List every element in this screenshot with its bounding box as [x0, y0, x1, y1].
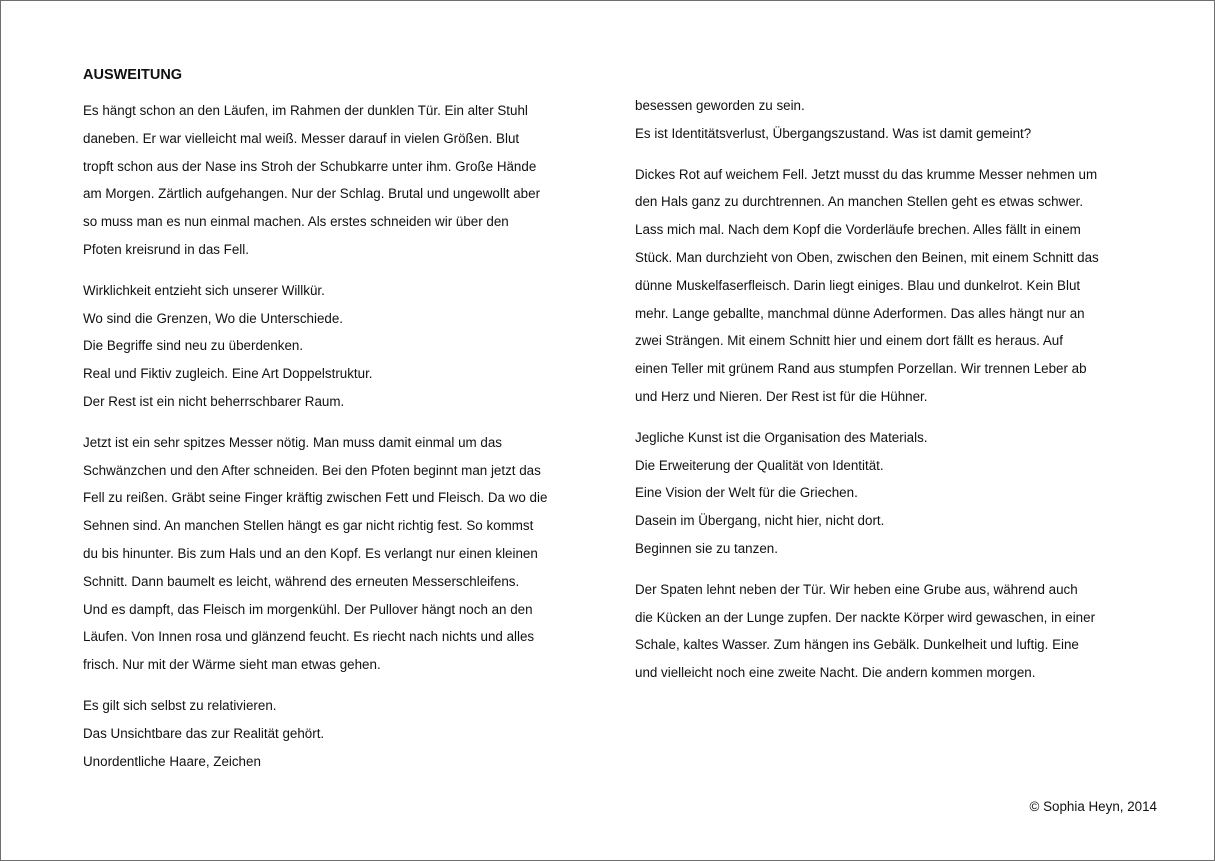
- text-line: mehr. Lange geballte, manchmal dünne Aderformen. Das alles hängt nur an: [635, 305, 1085, 321]
- text-line: Real und Fiktiv zugleich. Eine Art Doppelstruktur.: [83, 366, 373, 382]
- text-line: so muss man es nun einmal machen. Als erstes schneiden wir über den: [83, 214, 509, 230]
- text-line: du bis hinunter. Bis zum Hals und an den Kopf. Es verlangt nur einen kleinen: [83, 545, 538, 561]
- text-line: Das Unsichtbare das zur Realität gehört.: [83, 725, 325, 741]
- text-line: Schale, kaltes Wasser. Zum hängen ins Gebälk. Dunkelheit und luftig. Eine: [635, 637, 1079, 653]
- text-line: am Morgen. Zärtlich aufgehangen. Nur der Schlag. Brutal und ungewollt aber: [83, 186, 541, 202]
- copyright-footer: © Sophia Heyn, 2014: [1029, 799, 1157, 814]
- text-line: Der Rest ist ein nicht beherrschbarer Raum.: [83, 393, 345, 409]
- text-line: Schnitt. Dann baumelt es leicht, während des erneuten Messerschleifens.: [83, 573, 520, 589]
- text-line: Wo sind die Grenzen, Wo die Unterschiede.: [83, 310, 344, 326]
- text-line: einen Teller mit grünem Rand aus stumpfen Porzellan. Wir trennen Leber ab: [635, 361, 1087, 377]
- right-column-body: [635, 92, 1125, 687]
- text-line: Unordentliche Haare, Zeichen: [83, 753, 261, 769]
- text-line: Lass mich mal. Nach dem Kopf die Vorderläufe brechen. Alles fällt in einem: [635, 222, 1081, 238]
- text-line: frisch. Nur mit der Wärme sieht man etwas gehen.: [83, 657, 381, 673]
- text-line: Es hängt schon an den Läufen, im Rahmen der dunklen Tür. Ein alter Stuhl: [83, 103, 528, 118]
- text-line: Beginnen sie zu tanzen.: [635, 540, 778, 556]
- paragraph: [83, 692, 573, 775]
- text-line: und Herz und Nieren. Der Rest ist für die Hühner.: [635, 388, 928, 404]
- text-line: die Kücken an der Lunge zupfen. Der nackte Körper wird gewaschen, in einer: [635, 609, 1096, 625]
- text-line: Dickes Rot auf weichem Fell. Jetzt musst du das krumme Messer nehmen um: [635, 166, 1098, 182]
- text-line: Es ist Identitätsverlust, Übergangszustand. Was ist damit gemeint?: [635, 125, 1032, 141]
- text-line: besessen geworden zu sein.: [635, 98, 805, 113]
- paragraph: [635, 424, 1125, 563]
- text-line: den Hals ganz zu durchtrennen. An manchen Stellen geht es etwas schwer.: [635, 194, 1084, 210]
- text-line: Pfoten kreisrund in das Fell.: [83, 241, 249, 257]
- paragraph: [635, 92, 1125, 148]
- paragraph: [635, 576, 1125, 687]
- text-line: Jetzt ist ein sehr spitzes Messer nötig. Man muss damit einmal um das: [83, 434, 502, 450]
- text-line: Wirklichkeit entzieht sich unserer Willkür.: [83, 282, 325, 298]
- text-line: Fell zu reißen. Gräbt seine Finger kräftig zwischen Fett und Fleisch. Da wo die: [83, 490, 548, 506]
- text-line: Läufen. Von Innen rosa und glänzend feucht. Es riecht nach nichts und alles: [83, 629, 535, 645]
- text-line: Der Spaten lehnt neben der Tür. Wir heben eine Grube aus, während auch: [635, 581, 1078, 597]
- left-column: [83, 65, 573, 788]
- text-line: daneben. Er war vielleicht mal weiß. Messer darauf in vielen Größen. Blut: [83, 130, 520, 146]
- paragraph: [83, 277, 573, 416]
- text-line: Stück. Man durchzieht von Oben, zwischen den Beinen, mit einem Schnitt das: [635, 249, 1099, 265]
- text-line: Schwänzchen und den After schneiden. Bei den Pfoten beginnt man jetzt das: [83, 462, 541, 478]
- paragraph: [635, 161, 1125, 411]
- text-line: dünne Muskelfaserfleisch. Darin liegt einiges. Blau und dunkelrot. Kein Blut: [635, 277, 1081, 293]
- text-line: Die Erweiterung der Qualität von Identität.: [635, 457, 884, 473]
- text-line: Es gilt sich selbst zu relativieren.: [83, 697, 277, 713]
- text-line: Sehnen sind. An manchen Stellen hängt es gar nicht richtig fest. So kommst: [83, 518, 534, 534]
- left-column-body: [83, 97, 573, 775]
- text-line: Und es dampft, das Fleisch im morgenkühl. Der Pullover hängt noch an den: [83, 601, 533, 617]
- text-line: Eine Vision der Welt für die Griechen.: [635, 485, 858, 501]
- right-column: [635, 92, 1125, 700]
- text-line: Die Begriffe sind neu zu überdenken.: [83, 338, 304, 354]
- paragraph: [83, 97, 573, 264]
- text-line: tropft schon aus der Nase ins Stroh der Schubkarre unter ihm. Große Hände: [83, 158, 537, 174]
- text-line: Jegliche Kunst ist die Organisation des Materials.: [635, 429, 928, 445]
- text-line: und vielleicht noch eine zweite Nacht. Die andern kommen morgen.: [635, 665, 1036, 681]
- document-title: AUSWEITUNG: [83, 67, 183, 83]
- text-line: Dasein im Übergang, nicht hier, nicht dort.: [635, 513, 885, 529]
- text-line: zwei Strängen. Mit einem Schnitt hier und einem dort fällt es heraus. Auf: [635, 333, 1063, 349]
- paragraph: [83, 429, 573, 679]
